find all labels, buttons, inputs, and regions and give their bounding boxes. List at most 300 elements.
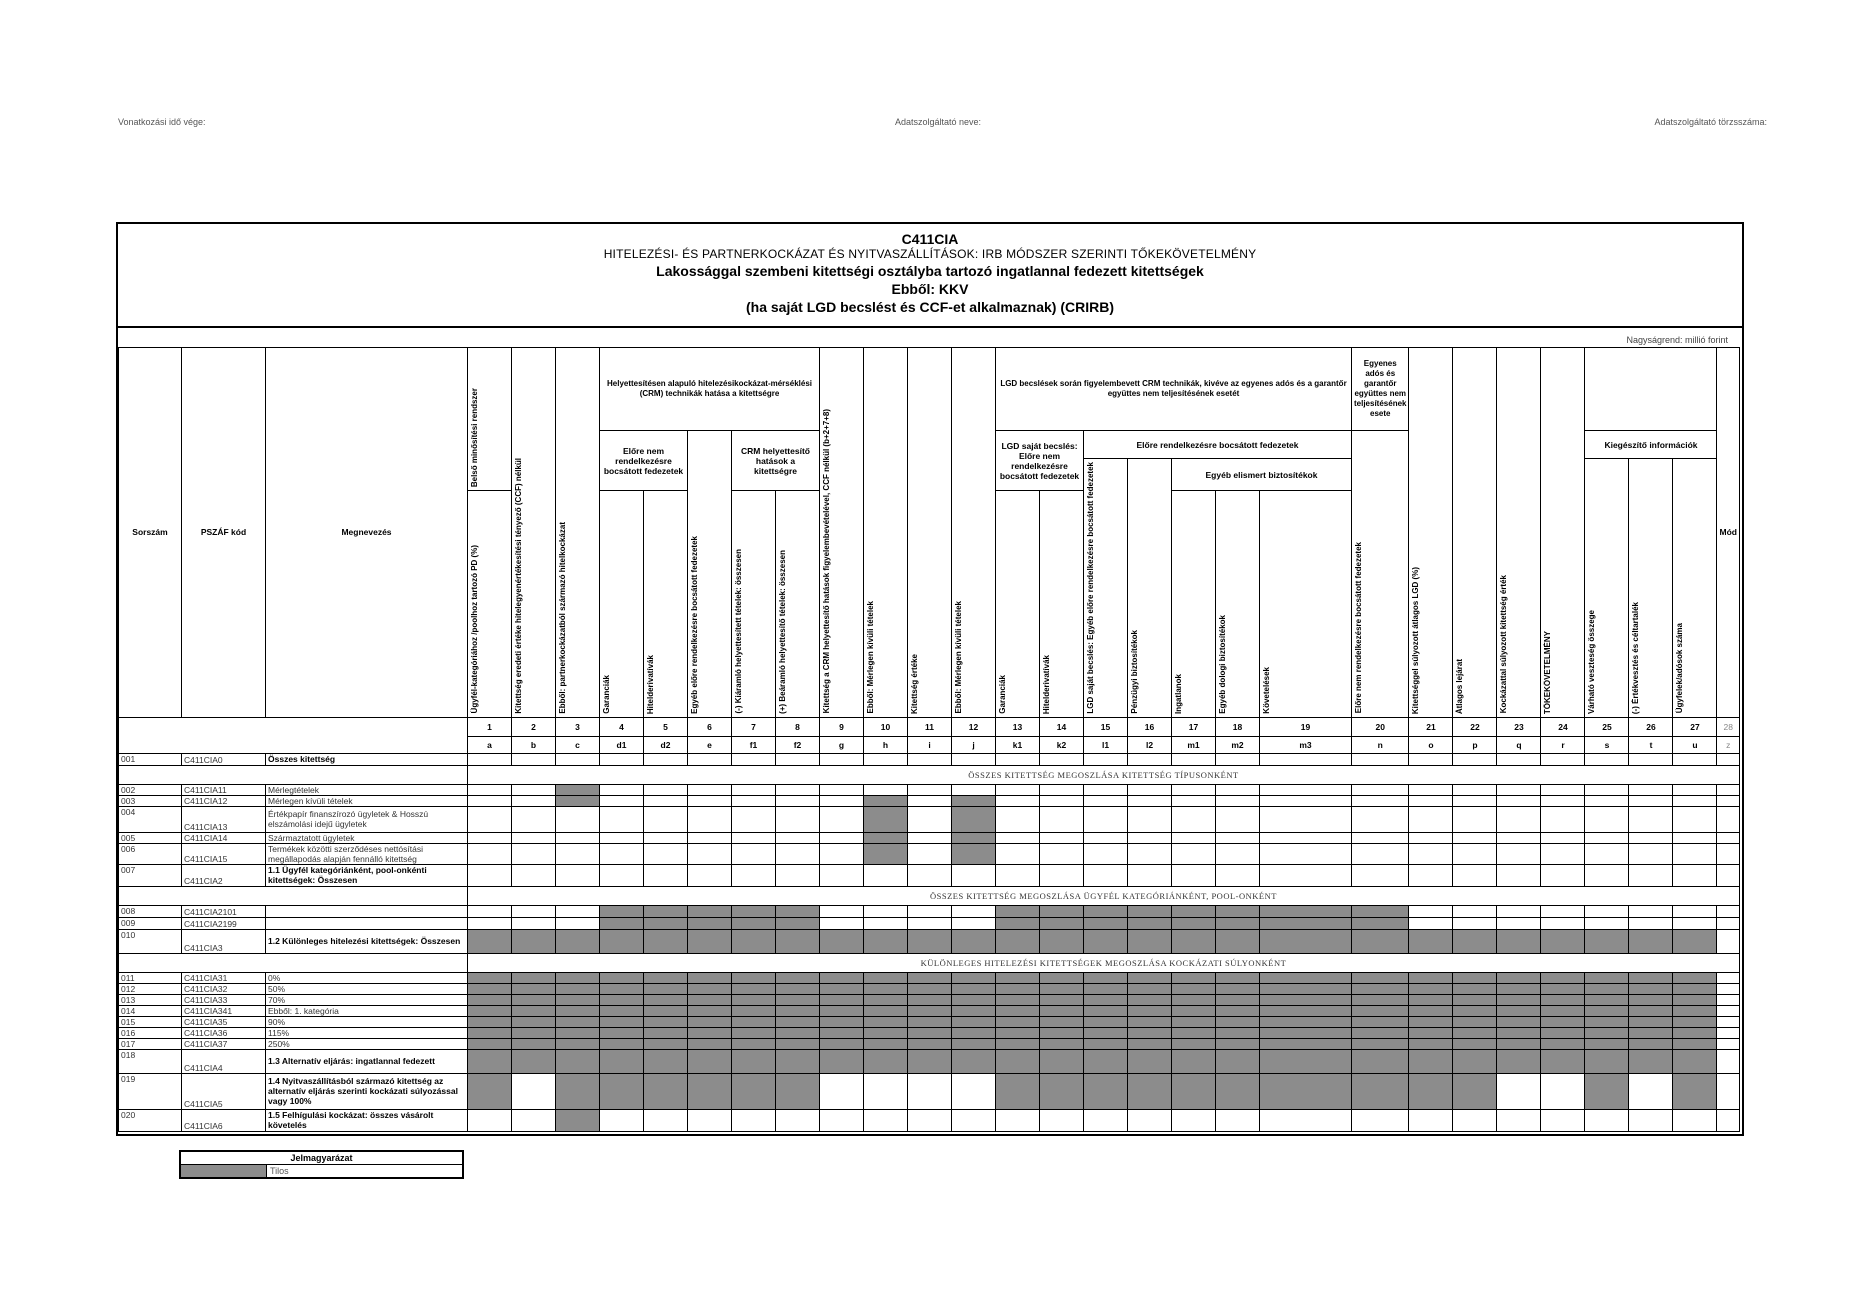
input-cell[interactable]: [820, 795, 864, 806]
input-cell[interactable]: [1084, 806, 1128, 832]
input-cell[interactable]: [1585, 806, 1629, 832]
input-cell[interactable]: [1352, 864, 1409, 886]
input-cell[interactable]: [1409, 1109, 1453, 1131]
input-cell[interactable]: [556, 864, 600, 886]
input-cell[interactable]: [468, 905, 512, 917]
input-cell[interactable]: [1084, 753, 1128, 765]
input-cell[interactable]: [1409, 753, 1453, 765]
input-cell[interactable]: [1541, 784, 1585, 795]
input-cell[interactable]: [556, 843, 600, 864]
input-cell[interactable]: [1541, 753, 1585, 765]
input-cell[interactable]: [1040, 795, 1084, 806]
input-cell[interactable]: [644, 806, 688, 832]
input-cell[interactable]: [1717, 917, 1739, 929]
input-cell[interactable]: [1453, 753, 1497, 765]
input-cell[interactable]: [1717, 929, 1739, 953]
input-cell[interactable]: [644, 864, 688, 886]
input-cell[interactable]: [1172, 753, 1216, 765]
input-cell[interactable]: [512, 843, 556, 864]
input-cell[interactable]: [1172, 806, 1216, 832]
input-cell[interactable]: [644, 1109, 688, 1131]
input-cell[interactable]: [1717, 1016, 1739, 1027]
input-cell[interactable]: [468, 753, 512, 765]
input-cell[interactable]: [864, 784, 908, 795]
input-cell[interactable]: [1216, 832, 1260, 843]
forbidden-cell: [1541, 1016, 1585, 1027]
input-cell[interactable]: [600, 832, 644, 843]
input-cell[interactable]: [512, 832, 556, 843]
input-cell[interactable]: [1717, 795, 1739, 806]
input-cell[interactable]: [1497, 753, 1541, 765]
input-cell[interactable]: [1453, 864, 1497, 886]
input-cell[interactable]: [1352, 1109, 1409, 1131]
input-cell[interactable]: [1260, 806, 1352, 832]
input-cell[interactable]: [1629, 784, 1673, 795]
input-cell[interactable]: [1216, 806, 1260, 832]
forbidden-cell: [1128, 972, 1172, 983]
input-cell[interactable]: [468, 843, 512, 864]
input-cell[interactable]: [1497, 795, 1541, 806]
input-cell[interactable]: [1497, 1109, 1541, 1131]
input-cell[interactable]: [1717, 864, 1739, 886]
forbidden-cell: [1497, 1005, 1541, 1016]
input-cell[interactable]: [1260, 1109, 1352, 1131]
input-cell[interactable]: [1673, 864, 1717, 886]
section-heading: ÖSSZES KITETTSÉG MEGOSZLÁSA KITETTSÉG TÍPUSONKÉNT: [468, 765, 1740, 784]
input-cell[interactable]: [1673, 843, 1717, 864]
forbidden-cell: [1673, 1016, 1717, 1027]
input-cell[interactable]: [732, 753, 776, 765]
input-cell[interactable]: [1673, 832, 1717, 843]
input-cell[interactable]: [952, 864, 996, 886]
input-cell[interactable]: [1541, 795, 1585, 806]
input-cell[interactable]: [1040, 806, 1084, 832]
input-cell[interactable]: [908, 795, 952, 806]
forbidden-cell: [952, 806, 996, 832]
col-letter: l1: [1084, 736, 1128, 753]
input-cell[interactable]: [1717, 832, 1739, 843]
input-cell[interactable]: [1629, 795, 1673, 806]
input-cell[interactable]: [1717, 1073, 1739, 1109]
input-cell[interactable]: [1260, 753, 1352, 765]
input-cell[interactable]: [1409, 795, 1453, 806]
input-cell[interactable]: [1260, 784, 1352, 795]
input-cell[interactable]: [1409, 864, 1453, 886]
input-cell[interactable]: [1409, 905, 1453, 917]
input-cell[interactable]: [1541, 832, 1585, 843]
input-cell[interactable]: [1216, 784, 1260, 795]
input-cell[interactable]: [776, 784, 820, 795]
input-cell[interactable]: [512, 795, 556, 806]
input-cell[interactable]: [688, 832, 732, 843]
row-label: 0%: [266, 972, 468, 983]
input-cell[interactable]: [952, 1073, 996, 1109]
input-cell[interactable]: [1040, 832, 1084, 843]
forbidden-cell: [1260, 1005, 1352, 1016]
input-cell[interactable]: [1717, 1027, 1739, 1038]
input-cell[interactable]: [1497, 905, 1541, 917]
input-cell[interactable]: [1409, 784, 1453, 795]
input-cell[interactable]: [556, 832, 600, 843]
input-cell[interactable]: [952, 905, 996, 917]
input-cell[interactable]: [1453, 843, 1497, 864]
input-cell[interactable]: [1497, 1073, 1541, 1109]
input-cell[interactable]: [1216, 753, 1260, 765]
input-cell[interactable]: [1172, 832, 1216, 843]
input-cell[interactable]: [996, 1109, 1040, 1131]
input-cell[interactable]: [1541, 864, 1585, 886]
input-cell[interactable]: [1629, 864, 1673, 886]
input-cell[interactable]: [1128, 795, 1172, 806]
input-cell[interactable]: [820, 784, 864, 795]
input-cell[interactable]: [864, 864, 908, 886]
input-cell[interactable]: [1673, 753, 1717, 765]
input-cell[interactable]: [1084, 864, 1128, 886]
input-cell[interactable]: [820, 753, 864, 765]
input-cell[interactable]: [600, 795, 644, 806]
input-cell[interactable]: [908, 917, 952, 929]
input-cell[interactable]: [1541, 1073, 1585, 1109]
input-cell[interactable]: [1260, 864, 1352, 886]
row-label: [266, 905, 468, 917]
input-cell[interactable]: [732, 795, 776, 806]
table-row: [119, 1109, 1740, 1131]
input-cell[interactable]: [644, 832, 688, 843]
forbidden-cell: [644, 994, 688, 1005]
input-cell[interactable]: [600, 784, 644, 795]
input-cell[interactable]: [952, 917, 996, 929]
input-cell[interactable]: [1172, 795, 1216, 806]
input-cell[interactable]: [1673, 806, 1717, 832]
input-cell[interactable]: [644, 795, 688, 806]
input-cell[interactable]: [1040, 753, 1084, 765]
forbidden-cell: [1040, 917, 1084, 929]
input-cell[interactable]: [820, 864, 864, 886]
input-cell[interactable]: [908, 843, 952, 864]
input-cell[interactable]: [776, 806, 820, 832]
input-cell[interactable]: [512, 753, 556, 765]
input-cell[interactable]: [1673, 1109, 1717, 1131]
input-cell[interactable]: [952, 753, 996, 765]
input-cell[interactable]: [512, 864, 556, 886]
input-cell[interactable]: [732, 784, 776, 795]
input-cell[interactable]: [1717, 753, 1739, 765]
forbidden-cell: [996, 1027, 1040, 1038]
input-cell[interactable]: [1629, 843, 1673, 864]
input-cell[interactable]: [820, 832, 864, 843]
input-cell[interactable]: [1541, 905, 1585, 917]
input-cell[interactable]: [1352, 832, 1409, 843]
input-cell[interactable]: [1497, 864, 1541, 886]
input-cell[interactable]: [1673, 784, 1717, 795]
input-cell[interactable]: [512, 905, 556, 917]
input-cell[interactable]: [820, 905, 864, 917]
forbidden-cell: [1216, 905, 1260, 917]
col-header-4: [600, 491, 644, 717]
input-cell[interactable]: [1128, 864, 1172, 886]
input-cell[interactable]: [1717, 983, 1739, 994]
input-cell[interactable]: [1128, 1109, 1172, 1131]
input-cell[interactable]: [1216, 795, 1260, 806]
input-cell[interactable]: [1717, 972, 1739, 983]
input-cell[interactable]: [1453, 806, 1497, 832]
input-cell[interactable]: [1172, 843, 1216, 864]
input-cell[interactable]: [1409, 832, 1453, 843]
forbidden-cell: [644, 905, 688, 917]
input-cell[interactable]: [1629, 1073, 1673, 1109]
input-cell[interactable]: [1585, 832, 1629, 843]
input-cell[interactable]: [1717, 1109, 1739, 1131]
input-cell[interactable]: [908, 806, 952, 832]
forbidden-cell: [1453, 1049, 1497, 1073]
input-cell[interactable]: [1673, 905, 1717, 917]
input-cell[interactable]: [1497, 843, 1541, 864]
input-cell[interactable]: [1717, 1005, 1739, 1016]
input-cell[interactable]: [1084, 832, 1128, 843]
input-cell[interactable]: [1084, 795, 1128, 806]
forbidden-cell: [644, 1073, 688, 1109]
input-cell[interactable]: [820, 806, 864, 832]
col-number: 12: [952, 717, 996, 736]
input-cell[interactable]: [512, 784, 556, 795]
input-cell[interactable]: [556, 806, 600, 832]
input-cell[interactable]: [1172, 1109, 1216, 1131]
input-cell[interactable]: [1084, 1109, 1128, 1131]
input-cell[interactable]: [1409, 917, 1453, 929]
input-cell[interactable]: [1352, 753, 1409, 765]
input-cell[interactable]: [732, 864, 776, 886]
input-cell[interactable]: [1453, 795, 1497, 806]
input-cell[interactable]: [1352, 806, 1409, 832]
input-cell[interactable]: [600, 843, 644, 864]
input-cell[interactable]: [556, 753, 600, 765]
input-cell[interactable]: [1541, 843, 1585, 864]
report-subtitle: Lakossággal szembeni kitettségi osztályba tartozó ingatlannal fedezett kitettségek: [656, 263, 1204, 279]
input-cell[interactable]: [1453, 784, 1497, 795]
input-cell[interactable]: [644, 753, 688, 765]
input-cell[interactable]: [1453, 832, 1497, 843]
input-cell[interactable]: [1629, 806, 1673, 832]
input-cell[interactable]: [1084, 784, 1128, 795]
input-cell[interactable]: [1541, 1109, 1585, 1131]
input-cell[interactable]: [1172, 864, 1216, 886]
forbidden-cell: [468, 1049, 512, 1073]
input-cell[interactable]: [732, 806, 776, 832]
input-cell[interactable]: [732, 1109, 776, 1131]
input-cell[interactable]: [996, 832, 1040, 843]
input-cell[interactable]: [776, 832, 820, 843]
input-cell[interactable]: [1717, 905, 1739, 917]
input-cell[interactable]: [468, 832, 512, 843]
column-header-label: Kockázattal súlyozott kitettség érték: [1499, 575, 1509, 714]
input-cell[interactable]: [1585, 753, 1629, 765]
input-cell[interactable]: [908, 784, 952, 795]
input-cell[interactable]: [1541, 806, 1585, 832]
input-cell[interactable]: [1717, 994, 1739, 1005]
input-cell[interactable]: [1585, 905, 1629, 917]
input-cell[interactable]: [1629, 917, 1673, 929]
input-cell[interactable]: [864, 1073, 908, 1109]
input-cell[interactable]: [1128, 832, 1172, 843]
input-cell[interactable]: [1352, 795, 1409, 806]
input-cell[interactable]: [1717, 784, 1739, 795]
input-cell[interactable]: [1260, 832, 1352, 843]
input-cell[interactable]: [1453, 917, 1497, 929]
input-cell[interactable]: [1497, 784, 1541, 795]
input-cell[interactable]: [468, 917, 512, 929]
input-cell[interactable]: [996, 843, 1040, 864]
input-cell[interactable]: [1260, 843, 1352, 864]
input-cell[interactable]: [1453, 905, 1497, 917]
column-header-label: Ebből: Mérlegen kívüli tételek: [866, 601, 875, 714]
input-cell[interactable]: [1629, 905, 1673, 917]
input-cell[interactable]: [1216, 843, 1260, 864]
input-cell[interactable]: [1629, 1109, 1673, 1131]
input-cell[interactable]: [1040, 864, 1084, 886]
input-cell[interactable]: [1585, 784, 1629, 795]
input-cell[interactable]: [1585, 795, 1629, 806]
input-cell[interactable]: [1585, 864, 1629, 886]
input-cell[interactable]: [1172, 784, 1216, 795]
input-cell[interactable]: [468, 864, 512, 886]
input-cell[interactable]: [644, 784, 688, 795]
input-cell[interactable]: [908, 905, 952, 917]
input-cell[interactable]: [776, 795, 820, 806]
input-cell[interactable]: [688, 784, 732, 795]
table-row: [119, 753, 1740, 765]
input-cell[interactable]: [1717, 843, 1739, 864]
input-cell[interactable]: [1216, 864, 1260, 886]
input-cell[interactable]: [1585, 917, 1629, 929]
input-cell[interactable]: [1585, 843, 1629, 864]
input-cell[interactable]: [776, 843, 820, 864]
column-header-label: Várható veszteség összege: [1587, 609, 1597, 714]
input-cell[interactable]: [688, 753, 732, 765]
input-cell[interactable]: [908, 1109, 952, 1131]
input-cell[interactable]: [688, 1109, 732, 1131]
row-code: C411CIA37: [182, 1038, 266, 1049]
forbidden-cell: [1409, 1016, 1453, 1027]
input-cell[interactable]: [600, 806, 644, 832]
input-cell[interactable]: [820, 1109, 864, 1131]
input-cell[interactable]: [996, 864, 1040, 886]
input-cell[interactable]: [820, 843, 864, 864]
input-cell[interactable]: [688, 864, 732, 886]
input-cell[interactable]: [1040, 843, 1084, 864]
input-cell[interactable]: [1128, 753, 1172, 765]
input-cell[interactable]: [776, 864, 820, 886]
input-cell[interactable]: [776, 1109, 820, 1131]
input-cell[interactable]: [468, 806, 512, 832]
input-cell[interactable]: [512, 1073, 556, 1109]
input-cell[interactable]: [1497, 832, 1541, 843]
input-cell[interactable]: [1717, 1038, 1739, 1049]
input-cell[interactable]: [1352, 784, 1409, 795]
input-cell[interactable]: [908, 753, 952, 765]
input-cell[interactable]: [1673, 917, 1717, 929]
input-cell[interactable]: [1040, 784, 1084, 795]
forbidden-cell: [1629, 983, 1673, 994]
input-cell[interactable]: [1585, 1109, 1629, 1131]
input-cell[interactable]: [1352, 843, 1409, 864]
input-cell[interactable]: [644, 843, 688, 864]
forbidden-cell: [864, 795, 908, 806]
input-cell[interactable]: [732, 843, 776, 864]
input-cell[interactable]: [1216, 1109, 1260, 1131]
input-cell[interactable]: [952, 784, 996, 795]
input-cell[interactable]: [468, 795, 512, 806]
input-cell[interactable]: [600, 864, 644, 886]
forbidden-cell: [1260, 972, 1352, 983]
input-cell[interactable]: [908, 832, 952, 843]
forbidden-cell: [732, 1005, 776, 1016]
input-cell[interactable]: [996, 806, 1040, 832]
input-cell[interactable]: [688, 806, 732, 832]
input-cell[interactable]: [1717, 806, 1739, 832]
input-cell[interactable]: [1409, 843, 1453, 864]
input-cell[interactable]: [468, 784, 512, 795]
input-cell[interactable]: [864, 1109, 908, 1131]
input-cell[interactable]: [600, 1109, 644, 1131]
input-cell[interactable]: [776, 753, 820, 765]
group-header-lgd: LGD becslések során figyelembevett CRM technikák, kivéve az egyenes adós és a garantőr együttes nem teljesítésének esetét: [996, 348, 1352, 431]
forbidden-cell: [996, 1073, 1040, 1109]
input-cell[interactable]: [908, 1073, 952, 1109]
input-cell[interactable]: [688, 843, 732, 864]
input-cell[interactable]: [512, 806, 556, 832]
input-cell[interactable]: [820, 1073, 864, 1109]
input-cell[interactable]: [556, 905, 600, 917]
input-cell[interactable]: [952, 1109, 996, 1131]
input-cell[interactable]: [1128, 784, 1172, 795]
input-cell[interactable]: [600, 753, 644, 765]
input-cell[interactable]: [1541, 917, 1585, 929]
input-cell[interactable]: [1040, 1109, 1084, 1131]
input-cell[interactable]: [1260, 795, 1352, 806]
input-cell[interactable]: [1629, 832, 1673, 843]
input-cell[interactable]: [468, 1109, 512, 1131]
input-cell[interactable]: [1128, 843, 1172, 864]
col-number: 14: [1040, 717, 1084, 736]
input-cell[interactable]: [908, 864, 952, 886]
input-cell[interactable]: [512, 917, 556, 929]
input-cell[interactable]: [1453, 1109, 1497, 1131]
input-cell[interactable]: [688, 795, 732, 806]
input-cell[interactable]: [996, 753, 1040, 765]
input-cell[interactable]: [1673, 795, 1717, 806]
forbidden-cell: [1541, 1027, 1585, 1038]
input-cell[interactable]: [1409, 806, 1453, 832]
input-cell[interactable]: [996, 784, 1040, 795]
forbidden-cell: [1084, 1027, 1128, 1038]
col-header-22: [1453, 348, 1497, 718]
input-cell[interactable]: [1497, 806, 1541, 832]
input-cell[interactable]: [1128, 806, 1172, 832]
input-cell[interactable]: [556, 917, 600, 929]
input-cell[interactable]: [1629, 753, 1673, 765]
input-cell[interactable]: [732, 832, 776, 843]
input-cell[interactable]: [1717, 1049, 1739, 1073]
input-cell[interactable]: [512, 1109, 556, 1131]
input-cell[interactable]: [864, 917, 908, 929]
input-cell[interactable]: [1084, 843, 1128, 864]
input-cell[interactable]: [1497, 917, 1541, 929]
forbidden-cell: [1673, 1049, 1717, 1073]
input-cell[interactable]: [864, 905, 908, 917]
input-cell[interactable]: [996, 795, 1040, 806]
input-cell[interactable]: [864, 753, 908, 765]
input-cell[interactable]: [820, 917, 864, 929]
